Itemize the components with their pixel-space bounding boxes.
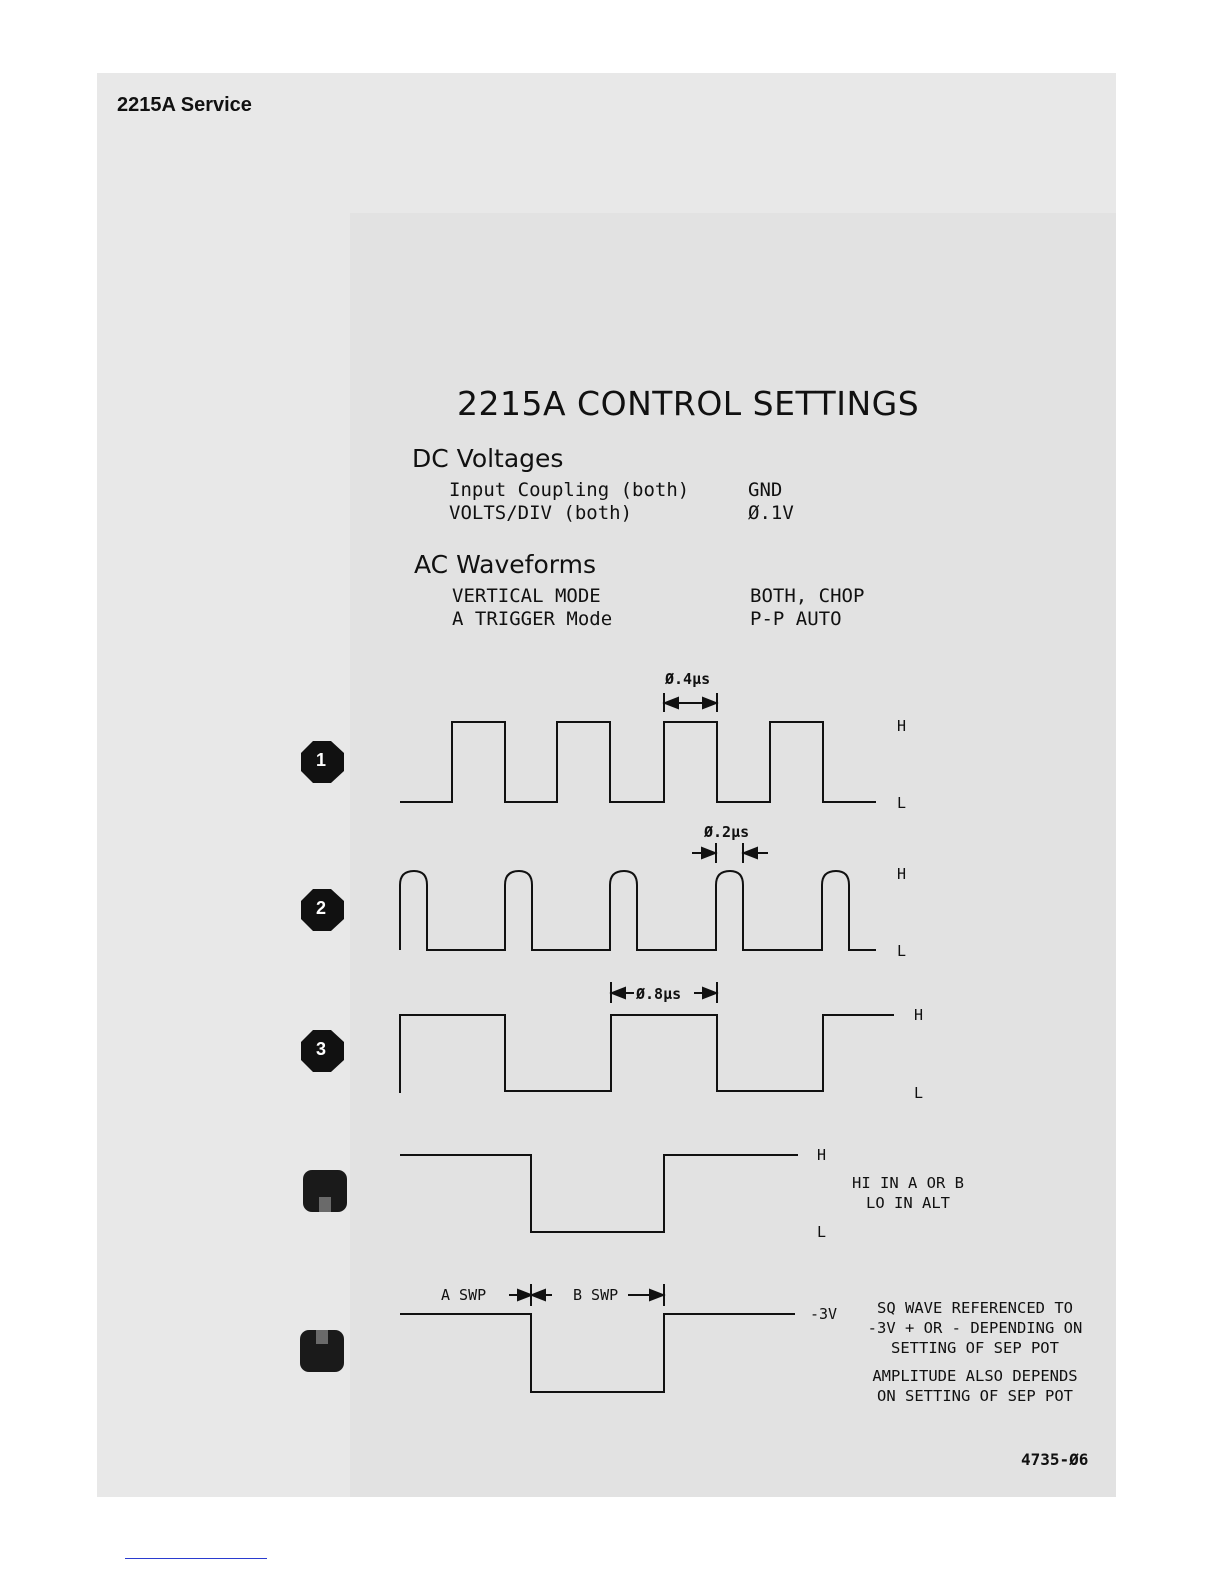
ac-setting-label-2: A TRIGGER Mode: [452, 608, 613, 630]
ac-setting-value-2: P-P AUTO: [750, 608, 842, 630]
dimension-label-2: Ø.2µs: [704, 823, 750, 841]
dc-setting-value-1: GND: [748, 479, 783, 501]
sweep-a-label: A SWP: [441, 1286, 487, 1304]
ac-setting-label-1: VERTICAL MODE: [452, 585, 601, 607]
wave2-low-label: L: [897, 942, 907, 960]
wave5-note2-line-2: ON SETTING OF SEP POT: [877, 1387, 1073, 1405]
figure-number: 4735-Ø6: [1021, 1450, 1089, 1469]
marker-1-label: 1: [316, 750, 327, 770]
page-header-title: 2215A Service: [117, 94, 252, 116]
waveform-3: [400, 1015, 894, 1093]
waveform-4: [400, 1155, 798, 1232]
wave5-note-line-3: SETTING OF SEP POT: [891, 1339, 1059, 1357]
dc-setting-label-2: VOLTS/DIV (both): [449, 502, 633, 524]
bottom-rule: [125, 1558, 267, 1559]
dimension-label-1: Ø.4µs: [665, 670, 711, 688]
wave5-note-line-1: SQ WAVE REFERENCED TO: [877, 1299, 1073, 1317]
dc-voltages-heading: DC Voltages: [412, 444, 564, 473]
dimension-arrow-1: [664, 693, 717, 712]
ac-waveforms-heading: AC Waveforms: [414, 550, 596, 579]
dc-setting-value-2: Ø.1V: [748, 502, 794, 524]
dimension-arrow-2: [692, 843, 768, 863]
dimension-label-3: Ø.8µs: [636, 985, 682, 1003]
ac-setting-value-1: BOTH, CHOP: [750, 585, 865, 607]
wave4-note-line-2: LO IN ALT: [866, 1194, 950, 1212]
wave5-note-line-2: -3V + OR - DEPENDING ON: [867, 1319, 1083, 1337]
wave1-high-label: H: [897, 717, 907, 735]
waveform-2: [400, 871, 876, 950]
wave2-high-label: H: [897, 865, 907, 883]
wave4-high-label: H: [817, 1146, 827, 1164]
marker-3-label: 3: [316, 1039, 327, 1059]
wave1-low-label: L: [897, 794, 907, 812]
page-title: 2215A CONTROL SETTINGS: [457, 384, 920, 423]
sweep-b-label: B SWP: [573, 1286, 619, 1304]
wave4-low-label: L: [817, 1223, 827, 1241]
dc-setting-label-1: Input Coupling (both): [449, 479, 690, 501]
wave5-level-label: -3V: [810, 1305, 838, 1323]
waveform-1: [400, 722, 876, 802]
waveform-5: [400, 1314, 795, 1392]
marker-5-icon: [300, 1330, 344, 1372]
marker-4-icon: [303, 1170, 347, 1212]
marker-2-label: 2: [316, 898, 327, 918]
wave3-high-label: H: [914, 1006, 924, 1024]
wave3-low-label: L: [914, 1084, 924, 1102]
wave5-note2-line-1: AMPLITUDE ALSO DEPENDS: [872, 1367, 1078, 1385]
wave4-note-line-1: HI IN A OR B: [852, 1174, 964, 1192]
